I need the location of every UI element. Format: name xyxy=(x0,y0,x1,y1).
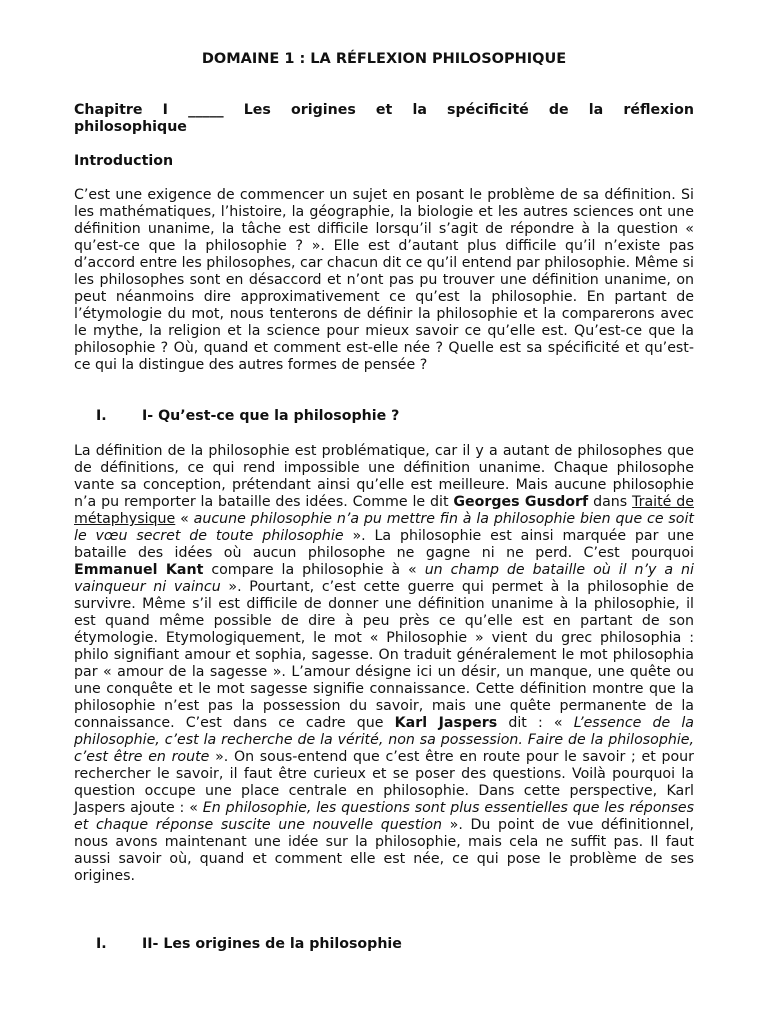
work-title: Traité de métaphysique xyxy=(74,494,694,527)
text-run: dit : « xyxy=(497,715,574,731)
section2-title: II- Les origines de la philosophie xyxy=(142,936,402,952)
section1-title: I- Qu’est-ce que la philosophie ? xyxy=(142,408,400,424)
section1-number: I. xyxy=(96,408,107,424)
text-run: La définition de la philosophie est problématique, car il y a autant de philosophes que de définitions, ce qui rend impossible une définition unanime. Chaque philosophe vante sa conception, prétendant ainsi qu’elle est meilleure. Mais aucune philosophie n’a pu remporter la bataille des idées. Comme le dit xyxy=(74,443,694,510)
text-run: ». La philosophie est ainsi marquée par une bataille des idées où aucun philosophe ne gagne ni ne perd. C’est pourquoi xyxy=(74,528,695,561)
chapter-title-part1: Les origines et la spécificité de la réflexion xyxy=(243,102,694,118)
author-kant: Emmanuel Kant xyxy=(74,562,204,578)
document-title: DOMAINE 1 : LA RÉFLEXION PHILOSOPHIQUE xyxy=(201,51,567,67)
quote-kant: un champ de bataille où il n’y a ni vainqueur ni vaincu xyxy=(74,562,694,595)
text-run: « xyxy=(175,511,194,527)
quote-jaspers-1: L’essence de la philosophie, c’est la recherche de la vérité, non sa possession. Faire de la philosophie, c’est être en route xyxy=(74,715,694,765)
text-run: ». On sous-entend que c’est être en route pour le savoir ; et pour rechercher le savoir, il faut être curieux et se poser des questions. Voilà pourquoi la question occupe une place centrale en philosophie. Dans cette perspective, Karl Jaspers ajoute : « xyxy=(74,749,694,816)
chapter-label: Chapitre I xyxy=(74,102,168,118)
author-jaspers: Karl Jaspers xyxy=(394,715,498,731)
text-run: compare la philosophie à « xyxy=(203,562,425,578)
section2-heading xyxy=(96,936,402,953)
quote-jaspers-2: En philosophie, les questions sont plus essentielles que les réponses et chaque réponse suscite une nouvelle question xyxy=(74,800,694,833)
chapter-heading-line1 xyxy=(74,102,694,119)
section2-number: I. xyxy=(96,936,107,952)
text-run: ». Pourtant, c’est cette guerre qui permet à la philosophie de survivre. Même s’il est difficile de donner une définition unanime à la philosophie, il est quand même possible de dire à peu près ce qu’elle est en partant de son étymologie. Etymologiquement, le mot « Philosophie » vient du grec philosophia : philo signifiant amour et sophia, sagesse. On traduit généralement le mot philosophia par « amour de la sagesse ». L’amour désigne ici un désir, un manque, une quête ou une conquête et le mot sagesse signifie connaissance. Cette définition montre que la philosophie n’est pas la possession du savoir, mais une quête permanente de la connaissance. C’est dans ce cadre que xyxy=(74,579,694,731)
text-run: dans xyxy=(588,494,633,510)
introduction-paragraph: C’est une exigence de commencer un sujet en posant le problème de sa définition. Si les mathématiques, l’histoire, la géographie, la biologie et les autres sciences ont une définition unanime, la tâche est difficile lorsqu’il s’agit de répondre à la question « qu’est-ce que la philosophie ? ». Elle est d’autant plus difficile qu’il n’existe pas d’accord entre les philosophes, car chacun dit ce qu’il entend par philosophie. Même si les philosophes sont en désaccord et n’ont pas pu trouver une définition unanime, on peut néanmoins dire approximativement ce qu’est la philosophie. En partant de l’étymologie du mot, nous tenterons de définir la philosophie et la comparerons avec le mythe, la religion et la science pour mieux savoir ce qu’elle est. Qu’est-ce que la philosophie ? Où, quand et comment est-elle née ? Quelle est sa spécificité et qu’est-ce qui la distingue des autres formes de pensée ? xyxy=(74,187,694,373)
author-gusdorf: Georges Gusdorf xyxy=(453,494,589,510)
section1-paragraph xyxy=(74,443,694,885)
chapter-blank: _____ xyxy=(188,102,224,118)
text-run: ». Du point de vue définitionnel, nous avons maintenant une idée sur la philosophie, mais cela ne suffit pas. Il faut aussi savoir où, quand et comment elle est née, ce qui pose le problème de ses origines. xyxy=(74,817,695,884)
introduction-heading: Introduction xyxy=(74,153,174,169)
chapter-title-part2: philosophique xyxy=(74,119,187,135)
section1-heading xyxy=(96,408,399,425)
quote-gusdorf: aucune philosophie n’a pu mettre fin à la philosophie bien que ce soit le vœu secret de toute philosophie xyxy=(74,511,694,544)
